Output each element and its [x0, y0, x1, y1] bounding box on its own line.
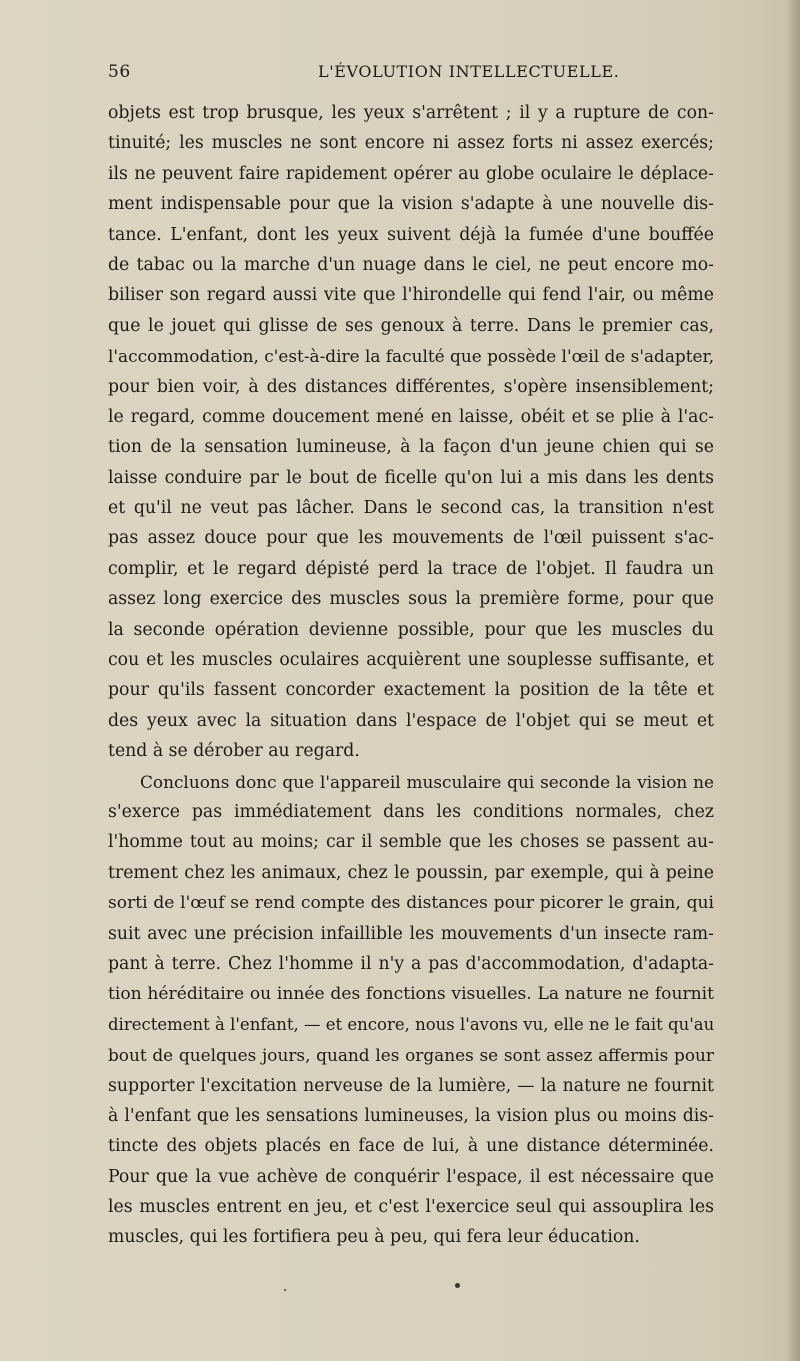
- text-line: sorti de l'œuf se rend compte des distances pour picorer le grain, qui: [108, 893, 714, 914]
- text-line: complir, et le regard dépisté perd la trace de l'objet. Il faudra un: [108, 558, 714, 579]
- text-line: assez long exercice des muscles sous la première forme, pour que: [108, 589, 714, 610]
- text-line: suit avec une précision infaillible les mouvements d'un insecte ram-: [108, 923, 714, 944]
- text-line: ils ne peuvent faire rapidement opérer au globe oculaire le déplace-: [108, 163, 714, 184]
- paper-speck: [284, 1289, 286, 1291]
- text-line: les muscles entrent en jeu, et c'est l'exercice seul qui assouplira les: [108, 1197, 714, 1218]
- running-head: L'ÉVOLUTION INTELLECTUELLE.: [318, 62, 620, 81]
- text-line: que le jouet qui glisse de ses genoux à terre. Dans le premier cas,: [108, 315, 714, 336]
- text-line: tance. L'enfant, dont les yeux suivent déjà la fumée d'une bouffée: [108, 224, 714, 245]
- text-line: bout de quelques jours, quand les organes se sont assez affermis pour: [108, 1045, 714, 1066]
- text-line: tincte des objets placés en face de lui, à une distance déterminée.: [108, 1136, 714, 1157]
- text-line: l'accommodation, c'est-à-dire la faculté que possède l'œil de s'adapter,: [108, 346, 715, 367]
- body-text: [108, 98, 714, 1253]
- text-line: l'homme tout au moins; car il semble que les choses se passent au-: [108, 832, 714, 853]
- text-line-paragraph-start: Concluons donc que l'appareil musculaire qui seconde la vision ne: [140, 771, 714, 792]
- text-line: pas assez douce pour que les mouvements de l'œil puissent s'ac-: [108, 528, 714, 549]
- text-line: cou et les muscles oculaires acquièrent une souplesse suffisante, et: [108, 650, 714, 671]
- text-line: supporter l'excitation nerveuse de la lumière, — la nature ne fournit: [108, 1075, 714, 1096]
- text-line: trement chez les animaux, chez le poussin, par exemple, qui à peine: [108, 862, 714, 883]
- text-line: tion héréditaire ou innée des fonctions visuelles. La nature ne fournit: [108, 984, 714, 1005]
- text-line: et qu'il ne veut pas lâcher. Dans le second cas, la transition n'est: [108, 498, 714, 519]
- text-line: directement à l'enfant, — et encore, nous l'avons vu, elle ne le fait qu'au: [108, 1014, 715, 1034]
- text-line: pour bien voir, à des distances différentes, s'opère insensiblement;: [108, 376, 714, 397]
- ink-dot: [455, 1283, 460, 1288]
- page-edge-shadow: [786, 0, 800, 1361]
- text-line: pour qu'ils fassent concorder exactement la position de la tête et: [108, 680, 714, 701]
- text-line: à l'enfant que les sensations lumineuses, la vision plus ou moins dis-: [108, 1105, 714, 1126]
- text-line: tinuité; les muscles ne sont encore ni assez forts ni assez exercés;: [108, 133, 714, 154]
- text-line-paragraph-end: muscles, qui les fortifiera peu à peu, qui fera leur éducation.: [108, 1227, 640, 1248]
- text-line: objets est trop brusque, les yeux s'arrêtent ; il y a rupture de con-: [108, 103, 714, 123]
- text-line: biliser son regard aussi vite que l'hirondelle qui fend l'air, ou même: [108, 285, 714, 306]
- text-line: pant à terre. Chez l'homme il n'y a pas d'accommodation, d'adapta-: [108, 953, 714, 974]
- text-line: laisse conduire par le bout de ficelle qu'on lui a mis dans les dents: [108, 467, 714, 488]
- page-header: [108, 62, 716, 84]
- page-number: 56: [108, 62, 131, 82]
- text-line-paragraph-end: tend à se dérober au regard.: [108, 741, 360, 762]
- text-line: la seconde opération devienne possible, pour que les muscles du: [108, 619, 714, 640]
- text-line: ment indispensable pour que la vision s'adapte à une nouvelle dis-: [108, 194, 714, 215]
- text-line: le regard, comme doucement mené en laisse, obéit et se plie à l'ac-: [108, 406, 714, 427]
- text-line: tion de la sensation lumineuse, à la façon d'un jeune chien qui se: [108, 437, 714, 458]
- text-line: de tabac ou la marche d'un nuage dans le ciel, ne peut encore mo-: [108, 254, 714, 275]
- text-line: des yeux avec la situation dans l'espace de l'objet qui se meut et: [108, 710, 714, 731]
- text-line: Pour que la vue achève de conquérir l'espace, il est nécessaire que: [108, 1166, 714, 1187]
- text-line: s'exerce pas immédiatement dans les conditions normales, chez: [108, 801, 714, 822]
